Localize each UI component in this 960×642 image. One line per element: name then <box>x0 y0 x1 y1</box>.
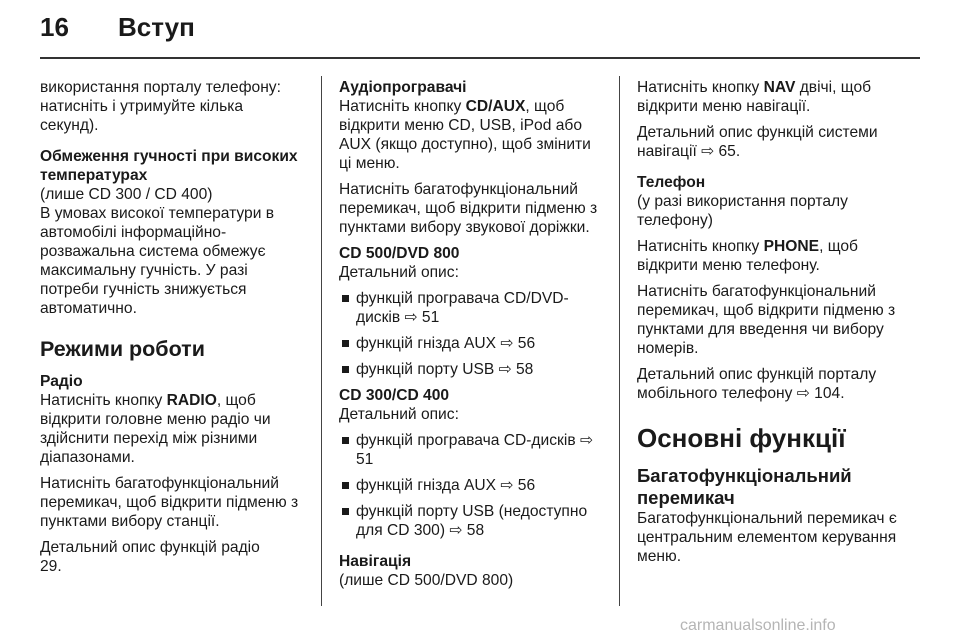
radio-paragraph-3 <box>40 538 302 576</box>
phone-paragraph-2: Натисніть багатофункціональний перемикач, щоб відкрити підменю з пунктами для введення чи вибору номерів. <box>637 283 896 357</box>
list-item-text: функцій програвача CD/DVD-дисків ⇨ 51 <box>356 290 569 326</box>
cd500-heading: CD 500/DVD 800 <box>339 245 460 262</box>
bullet-square-icon <box>342 295 349 302</box>
basic-functions-heading: Основні функції <box>637 423 846 453</box>
radio-p1-pre: Натисніть кнопку <box>40 392 167 409</box>
nav-paragraph-1 <box>637 78 909 116</box>
bullet-square-icon <box>342 366 349 373</box>
radio-key: RADIO <box>166 392 217 409</box>
list-item-text: функцій порту USB (недоступно для CD 300) ⇨ 58 <box>356 503 588 539</box>
heat-models: (лише CD 300 / CD 400) <box>40 186 213 203</box>
radio-p3-ref: 29. <box>40 558 62 575</box>
nav-heading: Навігація <box>339 553 412 570</box>
nav-key: NAV <box>763 79 796 96</box>
list-item-text: функцій гнізда AUX ⇨ 56 <box>356 335 536 352</box>
audio-paragraph-2: Натисніть багатофункціональний перемикач, щоб відкрити підменю з пунктами вибору звукової доріжки. <box>339 181 598 236</box>
phone-note: (у разі використання порталу телефону) <box>637 193 848 229</box>
list-item <box>339 431 604 469</box>
list-item-text: функцій гнізда AUX ⇨ 56 <box>356 477 536 494</box>
list-item <box>339 334 604 353</box>
cd-aux-key: CD/AUX <box>465 98 526 115</box>
nav-p1-post: двічі, щоб відкрити меню навігації. <box>637 79 872 115</box>
column-divider-2 <box>619 76 620 606</box>
radio-paragraph-2: Натисніть багатофункціональний перемикач, щоб відкрити підменю з пунктами вибору станції. <box>40 475 299 530</box>
intro-paragraph: використання порталу телефону: натисніть і утримуйте кілька секунд). <box>40 79 281 134</box>
bullet-square-icon <box>342 482 349 489</box>
phone-p1-post: , щоб відкрити меню телефону. <box>637 238 858 274</box>
nav-p1-pre: Натисніть кнопку <box>637 79 764 96</box>
list-item <box>339 476 604 495</box>
radio-heading: Радіо <box>40 373 83 390</box>
nav-models: (лише CD 500/DVD 800) <box>339 572 514 589</box>
list-item <box>339 502 604 540</box>
bullet-square-icon <box>342 437 349 444</box>
phone-p1-pre: Натисніть кнопку <box>637 238 764 255</box>
bullet-square-icon <box>342 508 349 515</box>
list-item <box>339 360 604 379</box>
cd300-heading: CD 300/CD 400 <box>339 387 450 404</box>
phone-heading: Телефон <box>637 174 706 191</box>
mfs-text: Багатофункціональний перемикач є центральним елементом керування меню. <box>637 510 897 565</box>
modes-heading: Режими роботи <box>40 337 205 361</box>
heat-heading: Обмеження гучності при високих температурах <box>40 148 298 184</box>
audio-heading: Аудіопрогравачі <box>339 79 467 96</box>
column-divider-1 <box>321 76 322 606</box>
page-number: 16 <box>40 12 69 42</box>
page-title: Вступ <box>118 12 195 42</box>
radio-p1-post: , щоб відкрити головне меню радіо чи здійснити перехід між різними діапазонами. <box>40 392 271 466</box>
phone-paragraph-3: Детальний опис функцій порталу мобільного телефону ⇨ 104. <box>637 366 877 402</box>
phone-paragraph-1 <box>637 237 909 275</box>
column-2 <box>339 78 604 590</box>
audio-p1-pre: Натисніть кнопку <box>339 98 466 115</box>
phone-key: PHONE <box>763 238 820 255</box>
watermark: carmanualsonline.info <box>680 617 836 634</box>
audio-p1-post: , щоб відкрити меню CD, USB, iPod або AUX (якщо доступно), щоб змінити ці меню. <box>339 98 591 172</box>
bullet-square-icon <box>342 340 349 347</box>
column-1 <box>40 78 302 576</box>
heat-text: В умовах високої температури в автомобілі інформаційно-розважальна система обмежує максимальну гучність. У разі потреби гучність знижується автоматично. <box>40 205 275 317</box>
header-rule <box>40 57 920 59</box>
audio-paragraph-1 <box>339 97 604 173</box>
list-item-text: функцій програвача CD-дисків ⇨ 51 <box>356 432 594 468</box>
mfs-heading: Багатофункціональний перемикач <box>637 465 852 508</box>
radio-p3-text: Детальний опис функцій радіо <box>40 539 260 556</box>
radio-paragraph-1 <box>40 391 302 467</box>
list-item <box>339 289 604 327</box>
column-3 <box>637 78 909 566</box>
cd300-desc: Детальний опис: <box>339 406 459 423</box>
cd500-desc: Детальний опис: <box>339 264 459 281</box>
list-item-text: функцій порту USB ⇨ 58 <box>356 361 534 378</box>
nav-paragraph-2: Детальний опис функцій системи навігації ⇨ 65. <box>637 124 878 160</box>
